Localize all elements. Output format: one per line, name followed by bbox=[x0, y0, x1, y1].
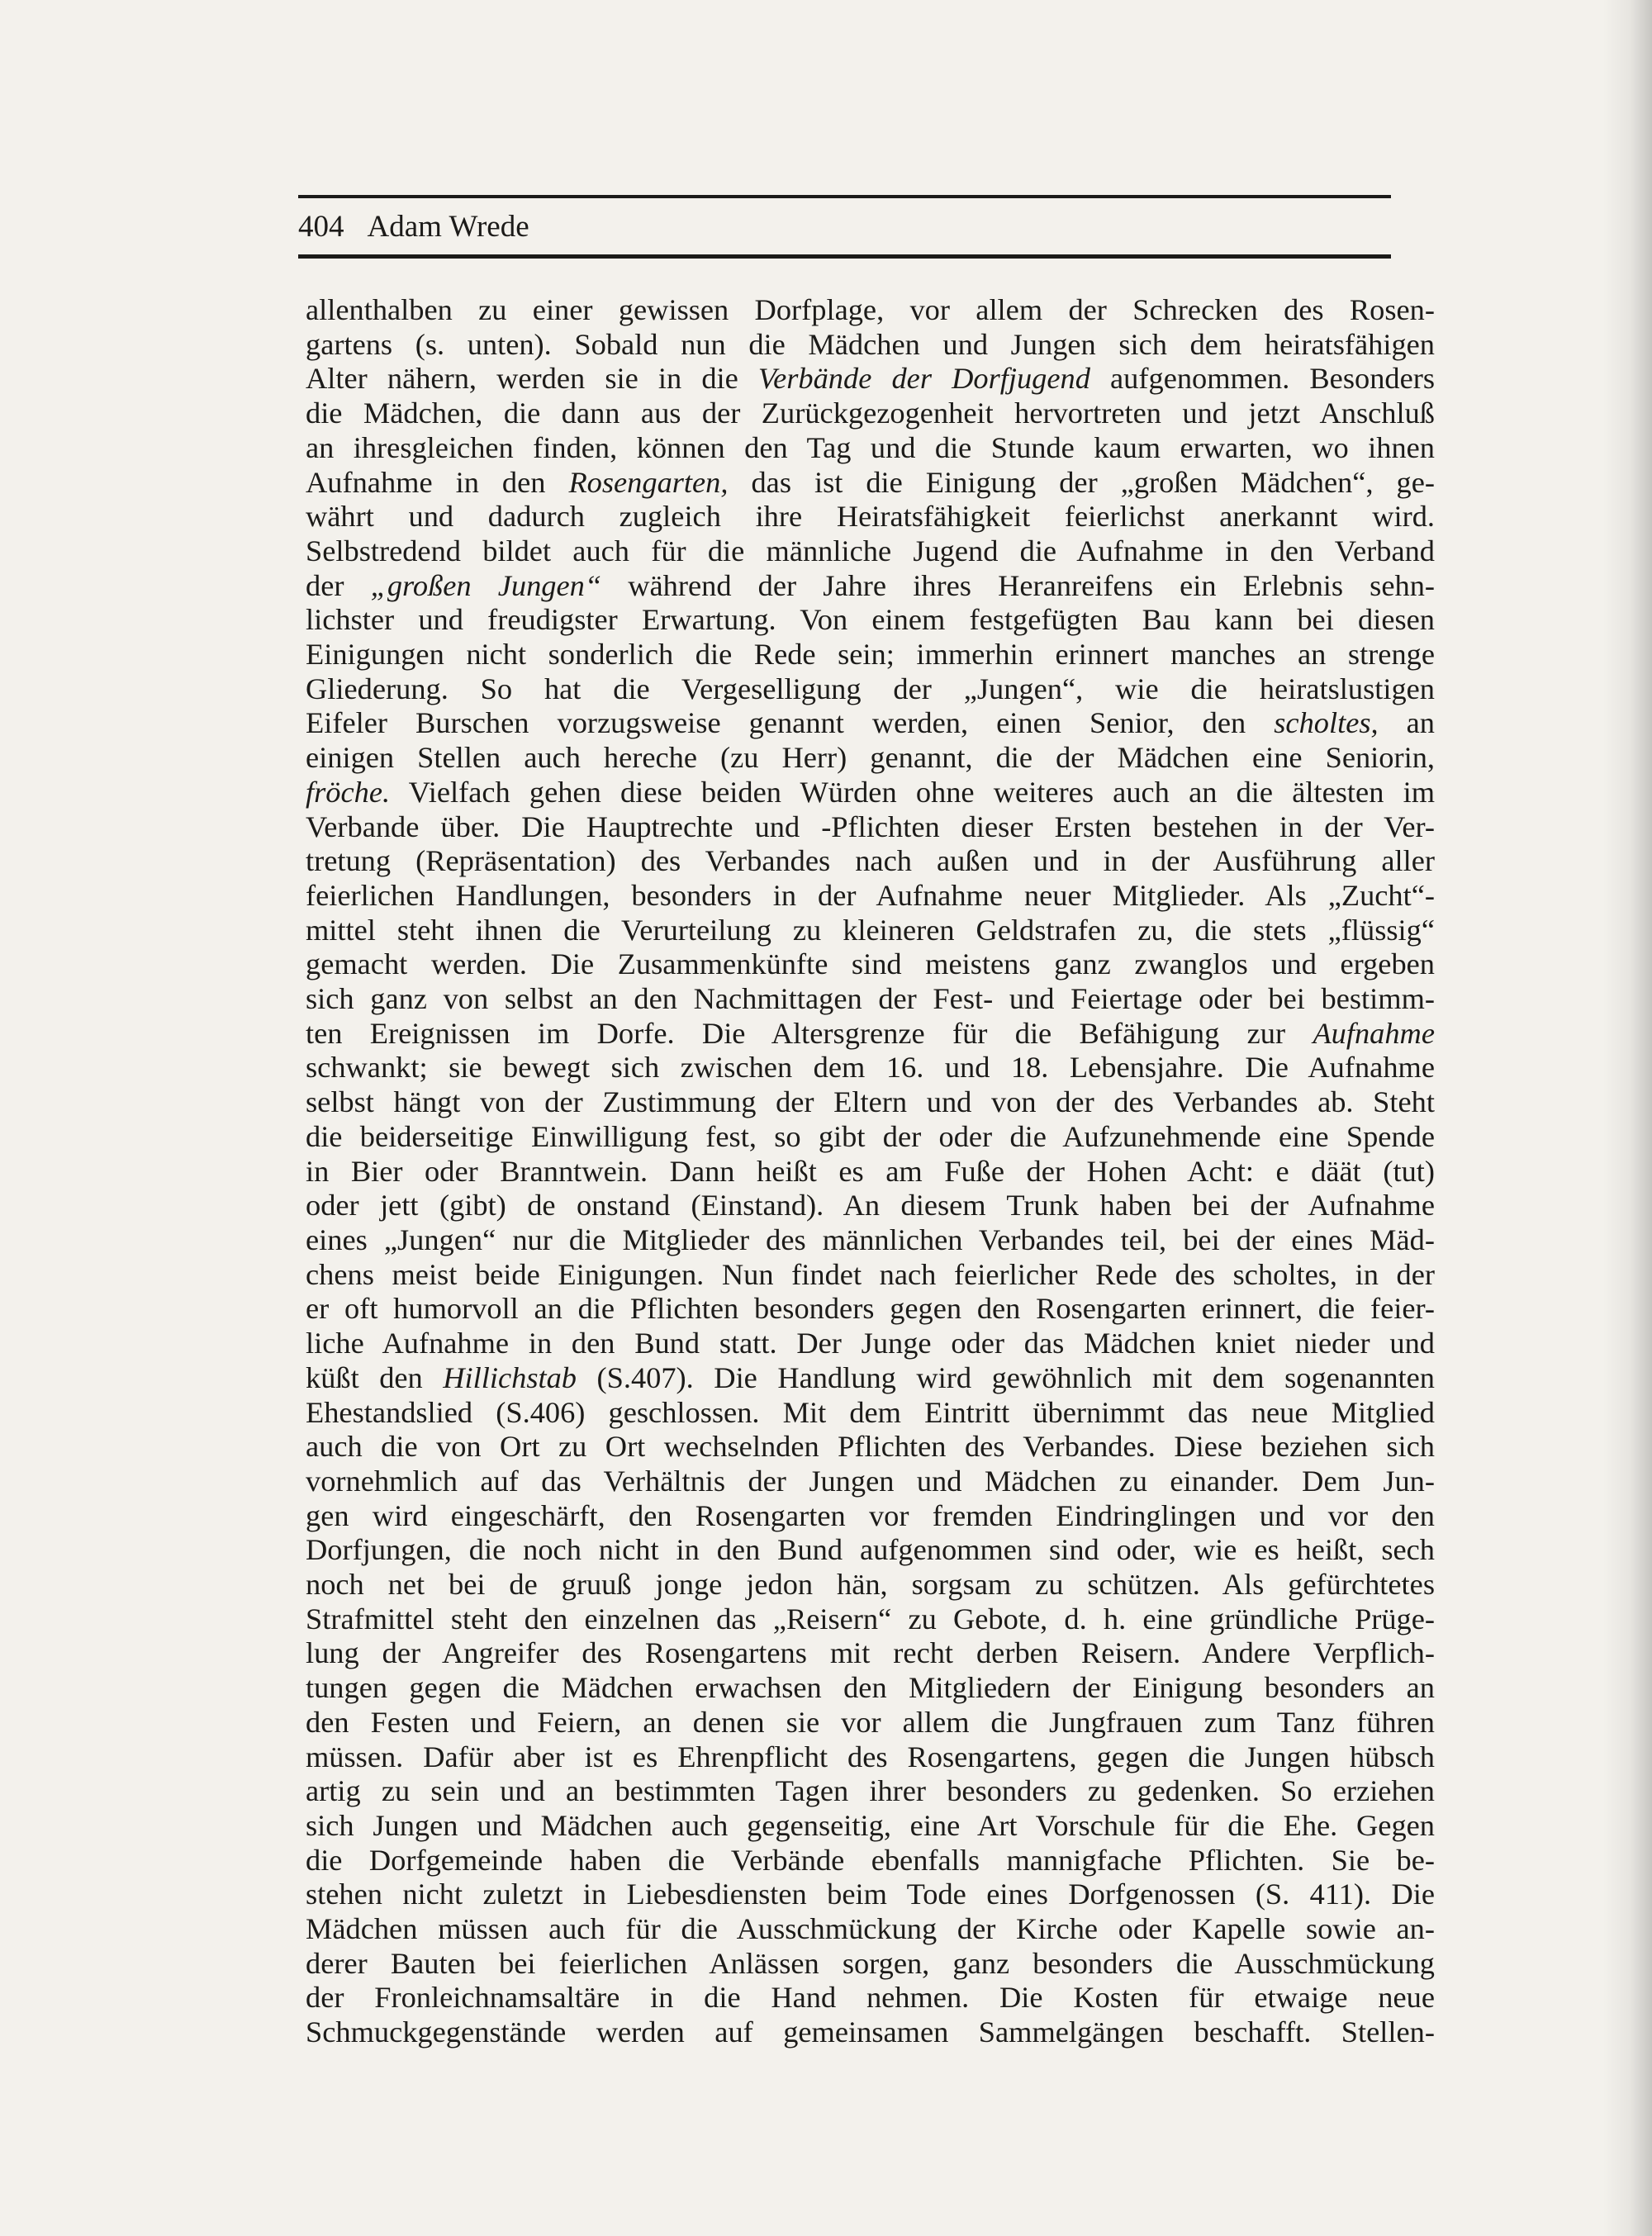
text-line bbox=[306, 1292, 1435, 1327]
text-run: lung der Angreifer des Rosengartens mit recht derben Reisern. Andere Verpflich- bbox=[306, 1636, 1435, 1670]
body-text bbox=[306, 293, 1435, 2050]
italic-term: „großen Jungen“ bbox=[370, 568, 602, 602]
text-run: gemacht werden. Die Zusammenkünfte sind meistens ganz zwanglos und ergeben bbox=[306, 947, 1435, 981]
text-line bbox=[306, 569, 1435, 604]
header-rule-top bbox=[298, 195, 1391, 198]
page-number: 404 bbox=[298, 210, 344, 244]
text-line bbox=[306, 844, 1435, 879]
text-line bbox=[306, 2015, 1435, 2050]
text-run: sich ganz von selbst an den Nachmittagen der Fest- und Feiertage oder bei bestimm- bbox=[306, 982, 1435, 1016]
text-run: an ihresgleichen finden, können den Tag und die Stunde kaum erwarten, wo ihnen bbox=[306, 430, 1435, 464]
text-run: die Dorfgemeinde haben die Verbände ebenfalls mannigfache Pflichten. Sie be- bbox=[306, 1843, 1435, 1877]
text-line bbox=[306, 500, 1435, 534]
text-line bbox=[306, 982, 1435, 1017]
italic-term: scholtes, bbox=[1274, 706, 1379, 740]
text-line bbox=[306, 776, 1435, 810]
text-run: mittel steht ihnen die Verurteilung zu kleineren Geldstrafen zu, die stets „flüssig“ bbox=[306, 913, 1435, 947]
text-run: ten Ereignissen im Dorfe. Die Altersgrenze für die Befähigung zur bbox=[306, 1016, 1313, 1050]
header-rule-bottom bbox=[298, 254, 1391, 259]
text-line bbox=[306, 1155, 1435, 1189]
text-run: Selbstredend bildet auch für die männliche Jugend die Aufnahme in den Verband bbox=[306, 534, 1435, 567]
text-run: der Fronleichnamsaltäre in die Hand nehmen. Die Kosten für etwaige neue bbox=[306, 1981, 1435, 2015]
text-run: lichster und freudigster Erwartung. Von einem festgefügten Bau kann bei diesen bbox=[306, 603, 1435, 637]
running-header bbox=[298, 202, 1391, 252]
text-run: während der Jahre ihres Heranreifens ein Erlebnis sehn- bbox=[601, 568, 1436, 602]
text-line bbox=[306, 1602, 1435, 1637]
text-run: Einigungen nicht sonderlich die Rede sein; immerhin erinnert manches an strenge bbox=[306, 638, 1435, 672]
text-run: einigen Stellen auch hereche (zu Herr) genannt, die der Mädchen eine Seniorin, bbox=[306, 741, 1435, 775]
text-run: schwankt; sie bewegt sich zwischen dem 16. und 18. Lebensjahre. Die Aufnahme bbox=[306, 1051, 1435, 1085]
text-line bbox=[306, 396, 1435, 431]
text-line bbox=[306, 1568, 1435, 1602]
text-run: Gliederung. So hat die Vergeselligung der „Jungen“, wie die heiratslustigen bbox=[306, 672, 1435, 705]
text-line bbox=[306, 1258, 1435, 1293]
text-run: er oft humorvoll an die Pflichten besonders gegen den Rosengarten erinnert, die feier- bbox=[306, 1292, 1435, 1326]
text-line bbox=[306, 1636, 1435, 1671]
text-run: tungen gegen die Mädchen erwachsen den Mitgliedern der Einigung besonders an bbox=[306, 1671, 1435, 1705]
text-line bbox=[306, 1912, 1435, 1947]
text-line bbox=[306, 1465, 1435, 1499]
italic-term: Aufnahme bbox=[1313, 1016, 1435, 1050]
text-line bbox=[306, 362, 1435, 396]
text-line bbox=[306, 741, 1435, 776]
text-run: Dorfjungen, die noch nicht in den Bund aufgenommen sind oder, wie es heißt, sech bbox=[306, 1533, 1435, 1567]
text-line bbox=[306, 914, 1435, 948]
text-line bbox=[306, 1361, 1435, 1396]
text-line bbox=[306, 328, 1435, 363]
text-line bbox=[306, 1396, 1435, 1431]
text-run: das ist die Einigung der „großen Mädchen“, ge- bbox=[728, 465, 1435, 499]
text-run: Alter nähern, werden sie in die bbox=[306, 362, 758, 396]
text-run: stehen nicht zuletzt in Liebesdiensten beim Tode eines Dorfgenossen (S. 411). Die bbox=[306, 1878, 1435, 1911]
italic-term: Hillichstab bbox=[443, 1360, 577, 1394]
text-run: Eifeler Burschen vorzugsweise genannt werden, einen Senior, den bbox=[306, 706, 1275, 740]
text-run: noch net bei de gruuß jonge jedon hän, sorgsam zu schützen. Als gefürchtetes bbox=[306, 1568, 1435, 1602]
text-run: auch die von Ort zu Ort wechselnden Pflichten des Verbandes. Diese beziehen sich bbox=[306, 1430, 1435, 1464]
italic-term: fröche. bbox=[306, 775, 391, 809]
text-run: Vielfach gehen diese beiden Würden ohne weiteres auch an die ältesten im bbox=[390, 775, 1435, 809]
text-run: artig zu sein und an bestimmten Tagen ihrer besonders zu gedenken. So erziehen bbox=[306, 1774, 1435, 1808]
text-run: aufgenommen. Besonders bbox=[1089, 362, 1436, 396]
text-run: müssen. Dafür aber ist es Ehrenpflicht des Rosengartens, gegen die Jungen hübsch bbox=[306, 1740, 1435, 1773]
text-run: küßt den bbox=[306, 1360, 444, 1394]
text-line bbox=[306, 1878, 1435, 1912]
text-run: vornehmlich auf das Verhältnis der Jungen und Mädchen zu einander. Dem Jun- bbox=[306, 1464, 1435, 1498]
text-run: derer Bauten bei feierlichen Anlässen sorgen, ganz besonders die Ausschmückung bbox=[306, 1946, 1435, 1980]
text-line bbox=[306, 1844, 1435, 1878]
text-line bbox=[306, 947, 1435, 982]
text-line bbox=[306, 1671, 1435, 1706]
text-run: gen wird eingeschärft, den Rosengarten vor fremden Eindringlingen und vor den bbox=[306, 1498, 1435, 1532]
text-line bbox=[306, 293, 1435, 328]
text-line bbox=[306, 466, 1435, 501]
text-line bbox=[306, 1981, 1435, 2015]
text-line bbox=[306, 1327, 1435, 1361]
text-line bbox=[306, 534, 1435, 569]
text-line bbox=[306, 1189, 1435, 1223]
text-run: sich Jungen und Mädchen auch gegenseitig, eine Art Vorschule für die Ehe. Gegen bbox=[306, 1808, 1435, 1842]
text-line bbox=[306, 1017, 1435, 1052]
page-edge-shadow bbox=[1602, 0, 1652, 2236]
text-run: Verbande über. Die Hauptrechte und -Pflichten dieser Ersten bestehen in der Ver- bbox=[306, 809, 1435, 843]
italic-term: Verbände der Dorfjugend bbox=[757, 362, 1090, 396]
text-line bbox=[306, 431, 1435, 466]
text-line bbox=[306, 879, 1435, 914]
text-run: feierlichen Handlungen, besonders in der Aufnahme neuer Mitglieder. Als „Zucht“- bbox=[306, 878, 1435, 912]
text-line bbox=[306, 1085, 1435, 1120]
text-line bbox=[306, 638, 1435, 672]
text-line bbox=[306, 1774, 1435, 1809]
text-line bbox=[306, 1499, 1435, 1534]
text-line bbox=[306, 1740, 1435, 1775]
text-line bbox=[306, 706, 1435, 741]
text-line bbox=[306, 1706, 1435, 1740]
text-run: liche Aufnahme in den Bund statt. Der Junge oder das Mädchen kniet nieder und bbox=[306, 1327, 1435, 1360]
text-run: chens meist beide Einigungen. Nun findet nach feierlicher Rede des scholtes, in der bbox=[306, 1257, 1435, 1291]
text-run: Strafmittel steht den einzelnen das „Reisern“ zu Gebote, d. h. eine gründliche Prüge- bbox=[306, 1602, 1435, 1635]
text-run: oder jett (gibt) de onstand (Einstand). An diesem Trunk haben bei der Aufnahme bbox=[306, 1189, 1435, 1222]
text-run: die beiderseitige Einwilligung fest, so gibt der oder die Aufzunehmende eine Spende bbox=[306, 1119, 1435, 1153]
text-line bbox=[306, 1430, 1435, 1465]
text-line bbox=[306, 1120, 1435, 1155]
text-line bbox=[306, 810, 1435, 845]
text-run: (S.407). Die Handlung wird gewöhnlich mit dem sogenannten bbox=[577, 1360, 1435, 1394]
text-run: in Bier oder Branntwein. Dann heißt es am Fuße der Hohen Acht: e däät (tut) bbox=[306, 1154, 1435, 1188]
text-run: allenthalben zu einer gewissen Dorfplage, vor allem der Schrecken des Rosen- bbox=[306, 293, 1435, 326]
text-run: die Mädchen, die dann aus der Zurückgezogenheit hervortreten und jetzt Anschluß bbox=[306, 396, 1435, 430]
text-run: an bbox=[1378, 706, 1436, 740]
text-run: Schmuckgegenstände werden auf gemeinsamen Sammelgängen beschafft. Stellen- bbox=[306, 2015, 1435, 2049]
text-run: der bbox=[306, 568, 371, 602]
running-title: Adam Wrede bbox=[367, 210, 529, 244]
text-run: eines „Jungen“ nur die Mitglieder des männlichen Verbandes teil, bei der eines Mäd- bbox=[306, 1222, 1435, 1256]
text-line bbox=[306, 1809, 1435, 1844]
text-run: gartens (s. unten). Sobald nun die Mädchen und Jungen sich dem heiratsfähigen bbox=[306, 327, 1435, 361]
text-line bbox=[306, 1051, 1435, 1085]
text-run: Ehestandslied (S.406) geschlossen. Mit dem Eintritt übernimmt das neue Mitglied bbox=[306, 1395, 1435, 1429]
text-run: Aufnahme in den bbox=[306, 465, 569, 499]
text-line bbox=[306, 1947, 1435, 1982]
text-run: tretung (Repräsentation) des Verbandes nach außen und in der Ausführung aller bbox=[306, 844, 1435, 878]
text-run: selbst hängt von der Zustimmung der Eltern und von der des Verbandes ab. Steht bbox=[306, 1085, 1435, 1119]
text-line bbox=[306, 1223, 1435, 1258]
text-line bbox=[306, 1533, 1435, 1568]
text-run: währt und dadurch zugleich ihre Heiratsfähigkeit feierlichst anerkannt wird. bbox=[306, 500, 1435, 534]
text-line bbox=[306, 672, 1435, 707]
italic-term: Rosengarten, bbox=[568, 465, 729, 499]
text-line bbox=[306, 603, 1435, 638]
text-run: Mädchen müssen auch für die Ausschmückung der Kirche oder Kapelle sowie an- bbox=[306, 1912, 1435, 1946]
text-run: den Festen und Feiern, an denen sie vor allem die Jungfrauen zum Tanz führen bbox=[306, 1705, 1435, 1739]
